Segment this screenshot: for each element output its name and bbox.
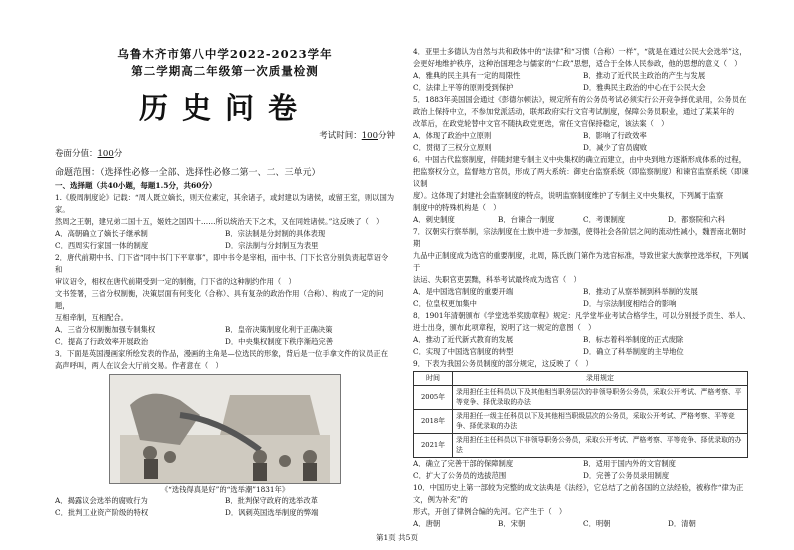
question-4 — [413, 46, 753, 94]
option-d: D．清朝 — [668, 518, 696, 528]
question-stem-line: 6．中国古代监察制度，伴随封建专制主义中央集权的确立而建立，由中央到地方逐渐形成体系的过程， — [413, 155, 746, 164]
option-a: A．揭露议会选举的腐败行为 — [55, 496, 148, 505]
table-row — [414, 385, 748, 409]
left-column — [55, 46, 395, 519]
question-stem-line: 把监察权分立，监督地方官员，形成了两大系统：御史台监察系统（即监察制度）和谏官监察系统（即谏议制 — [413, 167, 749, 188]
option-a: A．确立了完善干部的保障制度 — [413, 458, 514, 468]
question-stem-line: 会更好地维护秩序，这种治国理念与儒家的“仁政”思想，适合于全体人民参政，他的思想的意义（ ） — [413, 59, 742, 68]
question-stem-line: 1.《殷周制度论》记载：“周人既立嫡长，则天位素定，其余诸子，或封建以为诸侯，或留王室，则以国为家。 — [55, 193, 395, 214]
option-c: C．扩大了公务员的选拔范围 — [413, 470, 507, 480]
question-stem-line: 2．唐代前期中书、门下省“同中书门下平章事”，即中书令是宰相，而中书、门下长官分别负责起草诏令和 — [55, 253, 389, 274]
table-row — [414, 433, 748, 457]
school-title-line2: 第二学期高二年级第一次质量检测 — [131, 64, 319, 78]
option-b: B．批判保守政府的选举改革 — [225, 496, 318, 505]
question-8 — [413, 310, 753, 358]
option-a: A．高朝确立了嫡长子继承制 — [55, 229, 148, 238]
option-c: C．批判工业资产阶级的特权 — [55, 508, 149, 517]
option-a: A．是中国选官制度的重要开端 — [413, 287, 514, 296]
option-b: B．皇帝决策制度化利于正确决策 — [225, 325, 333, 334]
question-stem-line: 4．亚里士多德认为自然与共和政体中的“法律”和“习惯（合称）一样”，“就是在通过公民大会选举”这， — [413, 47, 747, 56]
exam-title: 历史问卷 — [138, 91, 311, 125]
option-c: C．位皇权更加集中 — [413, 299, 477, 308]
question-5 — [413, 94, 753, 154]
question-2 — [55, 252, 395, 348]
option-d: D．完善了公务员录用制度 — [583, 470, 670, 480]
question-options — [413, 458, 753, 482]
option-b: B．台谏合一制度 — [498, 215, 555, 224]
option-c: C．明朝 — [583, 518, 611, 528]
cartoon-caption: 《“选钱得真是好”的“选举潮”1831年》 — [160, 485, 290, 494]
option-b: B．推动了近代民主政治的产生与发展 — [583, 71, 706, 80]
question-stem-line: 九品中正制度成为选官的重要制度，北周，陈氏族门第作为选官标准，导致世家大族掌控选举权，下列属于 — [413, 251, 749, 272]
option-d: D．与宗法制度相结合的影响 — [583, 299, 677, 308]
question-stem-line: 9．下表为我国公务员制度的部分规定，这反映了（ ） — [413, 359, 593, 368]
question-3 — [55, 348, 395, 519]
exam-score-value: 100 — [97, 149, 114, 159]
section-heading: 一、选择题（共40小题，每题1.5分，共60分） — [55, 181, 217, 190]
option-b: B．宗法制是分封制的具体表现 — [225, 229, 326, 238]
question-stem-line: 文书签署，三省分权制衡，决策层面有何变化（合称）、具有复杂的政治作用（合称）、构成了一定的问题， — [55, 289, 384, 310]
table-header-cell: 录用规定 — [453, 372, 748, 386]
option-d: D．宗法制与分封制互为表里 — [225, 241, 319, 250]
option-c: C．西周实行家国一体的制度 — [55, 241, 149, 250]
question-9 — [413, 358, 753, 482]
option-a: A．体现了政治中立原则 — [413, 131, 492, 140]
school-title-line1: 乌鲁木齐市第八中学2022-2023学年 — [117, 47, 333, 61]
exam-time: 考试时间：100分钟 — [319, 131, 395, 141]
question-stem-line: 7．汉朝实行察举制，宗法制度在士族中进一步加强，使得社会各阶层之间的流动性减小，魏晋南北朝时期 — [413, 227, 746, 248]
table-cell: 2021年 — [414, 433, 453, 457]
option-a: A．三省分权制衡加强专制集权 — [55, 325, 156, 334]
option-b: B．适用于国内外的文官制度 — [583, 458, 676, 468]
right-column — [413, 46, 753, 530]
civil-service-table — [413, 371, 748, 458]
page-footer: 第1页 共5页 — [376, 533, 418, 542]
option-b: B．推动了从察举制到科举制的发展 — [583, 287, 698, 296]
question-10 — [413, 482, 753, 530]
question-stem-line: 政治上保持中立，不参加党派活动，联邦政府实行文官考试制度，保障公务员职业，通过了某某年的 — [413, 107, 735, 116]
question-stem-line: 5．1883年美国国会通过《彭德尔顿法》，规定所有的公务员考试必须实行公开竞争择优录用，公务员在 — [413, 95, 747, 104]
exam-score: 卷面分值：100分 — [55, 149, 123, 159]
option-d: D．中央集权制度下秩序渐趋完善 — [225, 337, 334, 346]
question-options — [413, 70, 753, 94]
question-stem-line: 3．下面是英国漫画家所绘发表的作品，漫画的主角是—位选民的形象，背后是一位手拿文件的议员正在 — [55, 349, 388, 358]
question-options — [413, 518, 753, 530]
cartoon-illustration — [110, 375, 340, 483]
option-c: C．考课制度 — [583, 215, 626, 224]
option-d: D．确立了科举制度的主导地位 — [583, 347, 684, 356]
option-b: B．标志着科举制度的正式废除 — [583, 335, 684, 344]
table-header-cell: 时间 — [414, 372, 453, 386]
option-d: D．讽刺英国选举制度的弊端 — [225, 508, 319, 517]
question-stem-line: 法运、失职官吏罢黜，科举考试最终成为选官（ ） — [413, 275, 581, 284]
option-b: B．影响了行政效率 — [583, 131, 647, 140]
table-cell: 录用担任主任科员以下及其他相当职务层次的非领导职务公务员，采取公开考试、严格考察、平等竞争、择优录取的办法 — [453, 385, 748, 409]
option-d: D．减少了官员腐败 — [583, 143, 648, 152]
question-stem-line: 改革后，在政党轮替中文官不随执政党更迭，常任文官保持稳定，该法案（ ） — [413, 119, 669, 128]
question-stem-line: 度）。这体现了封建社会监察制度的特点，说明监察制度维护了专制主义中央集权，下列属于监察 — [413, 191, 724, 200]
question-stem-line: 形式，开创了律例合编的先河。它产生于（ ） — [413, 506, 567, 516]
table-cell: 2018年 — [414, 409, 453, 433]
question-options — [413, 286, 753, 310]
option-c: C．法律上平等的原则受到保护 — [413, 83, 514, 92]
option-a: A．唐朝 — [413, 518, 441, 528]
option-a: A．雅典的民主具有一定的局限性 — [413, 71, 521, 80]
question-stem-line: 进士出身，颁布此项章程，说明了这一规定的意图（ ） — [413, 323, 596, 332]
option-c: C．实现了中国选官制度的转型 — [413, 347, 514, 356]
option-d: D．都察院和六科 — [668, 215, 725, 224]
table-cell: 录用担任一级主任科员以下及其他相当职级层次的公务员，采取公开考试、严格考察、平等竞争、择优录取的办法 — [453, 409, 748, 433]
table-header-row — [414, 372, 748, 386]
question-stem-line: 制度中的特殊机构是（ ） — [413, 203, 501, 212]
option-a: A．推动了近代新式教育的发展 — [413, 335, 514, 344]
exam-scope: 命题范围：（选择性必修一全部、选择性必修二第一、二、三单元） — [55, 168, 321, 178]
question-options — [55, 495, 395, 519]
table-cell: 2005年 — [414, 385, 453, 409]
question-stem-line: 审议诏令，相权在唐代前期受到一定的制衡，门下省的这种制约作用（ ） — [55, 277, 296, 286]
table-row — [414, 409, 748, 433]
option-b: B．宋朝 — [498, 518, 526, 528]
question-7 — [413, 226, 753, 310]
question-stem-line: 高声呼叫，两人在议会大厅前交易。作者意在（ ） — [55, 361, 223, 370]
option-d: D．雅典民主政治的中心在于公民大会 — [583, 83, 706, 92]
question-options — [413, 214, 753, 226]
question-6 — [413, 154, 753, 226]
question-options — [55, 228, 395, 252]
option-c: C．贯彻了三权分立原则 — [413, 143, 492, 152]
question-stem-line: 10．中国历史上第一部较为完整的成文法典是《法经》，它总结了之前各国的立法经验，被称作“律为正文，例为补充”的 — [413, 482, 744, 504]
question-options — [413, 334, 753, 358]
option-a: A．刺史制度 — [413, 215, 455, 224]
question-stem-line: 然周之王朝，建兄弟二国十五，姬姓之国四十……所以统治天下之术，又在同姓诸侯。”这反映了（ ） — [55, 217, 384, 226]
political-cartoon-image — [109, 374, 341, 484]
exam-time-value: 100 — [361, 131, 378, 141]
table-cell: 录用担任主任科员以下非领导职务公务员，采取公开考试、严格考察、平等竞争、择优录取的办法 — [453, 433, 748, 457]
option-c: C．提高了行政效率开展政治 — [55, 337, 149, 346]
question-1 — [55, 192, 395, 252]
question-stem-line: 互相牵制，互相配合。 — [55, 313, 128, 322]
question-options — [55, 324, 395, 348]
question-options — [413, 130, 753, 154]
question-stem-line: 8．1901年清朝颁布《学堂选举奖励章程》规定：凡学堂毕业考试合格学生，可以分别授予贡生、举人、 — [413, 311, 750, 320]
